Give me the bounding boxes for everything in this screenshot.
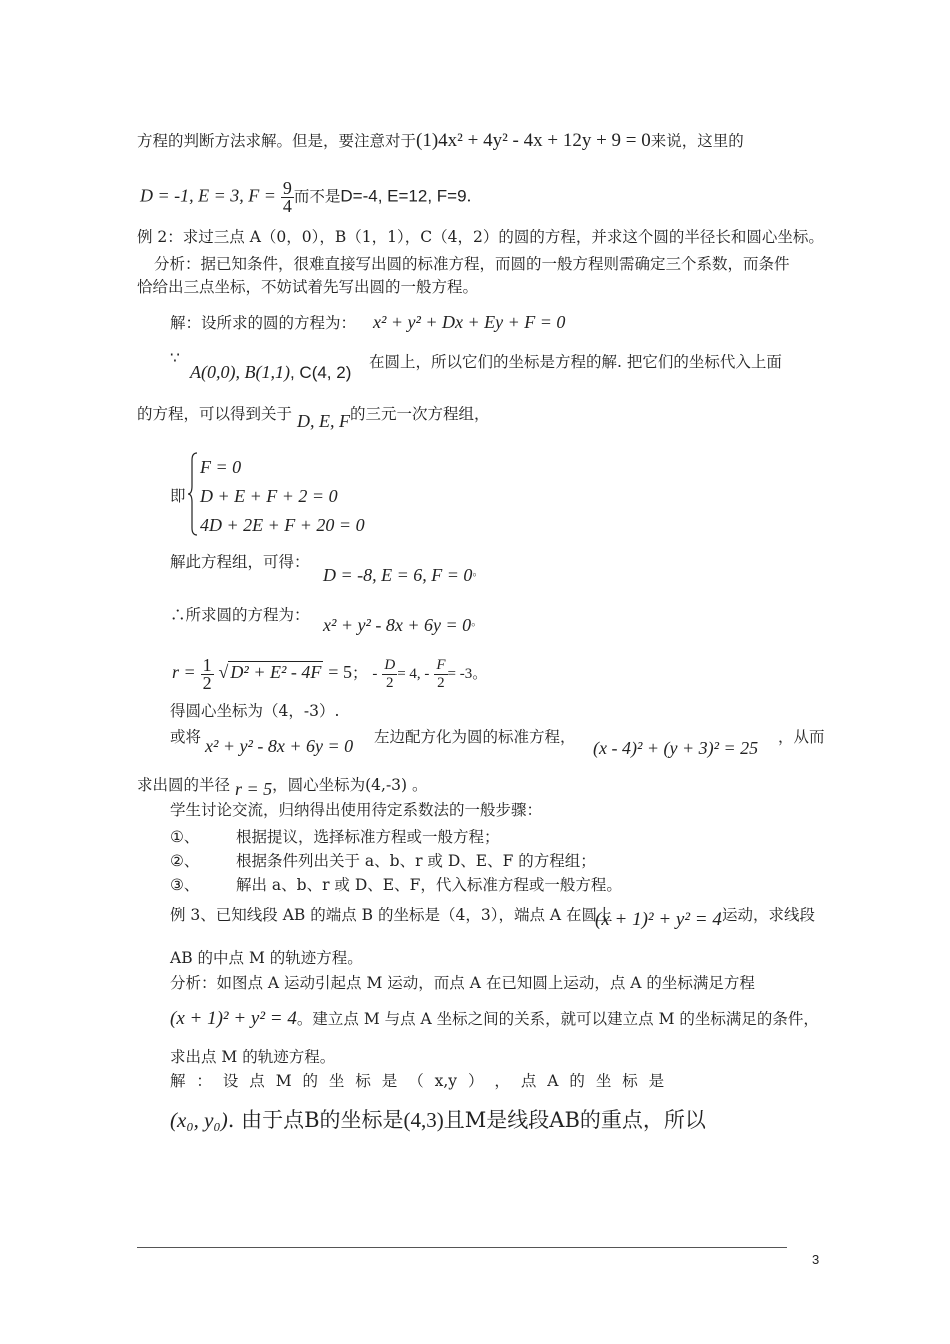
footer-divider <box>137 1247 787 1248</box>
circle-line: x² + y² - 8x + 6y = 0。 <box>323 615 483 636</box>
example3-analysis-3: 求出点 M 的轨迹方程。 <box>170 1048 336 1066</box>
step-item: ①、 根据提议，选择标准方程或一般方程； <box>170 828 500 846</box>
radius-line <box>137 774 428 799</box>
fraction-half: $\frac{1}{2}$ <box>202 654 212 693</box>
page-number: 3 <box>812 1252 820 1267</box>
solve-label: 解：设所求的圆的方程为： <box>170 314 357 332</box>
example3-title-equation: (x + 1)² + y² = 4 <box>595 909 722 930</box>
line2-equation-b: D=-4, E=12, F=9 <box>340 186 467 206</box>
system-vars: D, E, F <box>296 411 350 431</box>
points-line <box>190 362 351 383</box>
step-item: ③、 解出 a、b、r 或 D、E、F，代入标准方程或一般方程。 <box>170 876 622 894</box>
solve-2-c: 且M是线段AB的重点，所以 <box>443 1108 706 1132</box>
system-intro: 的方程，可以得到关于 <box>137 405 293 423</box>
line1-tail: 来说，这里的 <box>650 132 744 150</box>
example3-analysis-equation: (x + 1)² + y² = 4 <box>170 1008 297 1029</box>
system-eq-3: 4D + 2E + F + 20 = 0 <box>200 515 365 535</box>
step-item: ②、 根据条件列出关于 a、b、r 或 D、E、F 的方程组； <box>170 852 596 870</box>
center-coordinates: 得圆心坐标为（4，-3）. <box>170 702 340 720</box>
radius-label: 求出圆的半径 <box>137 776 231 794</box>
circle-equation: x² + y² - 8x + 6y = 0 <box>323 615 472 636</box>
example2-solve-line <box>170 312 565 333</box>
example3-title: 例 3、已知线段 AB 的端点 B 的坐标是（4，3），端点 A 在圆上 <box>170 906 613 924</box>
points-ab: A(0,0), B(1,1) <box>190 362 290 382</box>
fraction-9-4: $\frac{9}{4}$ <box>282 178 292 216</box>
example2-analysis-1: 分析：据已知条件，很难直接写出圆的标准方程，而圆的一般方程则需确定三个系数，而条件 <box>154 255 790 273</box>
radius-formula-line: r = $\frac{1}{2}$ √ D² + E² - 4F = 5； - $\frac{D}{2}$ = 4, - $\frac{F}{2}$ = -3。 <box>172 652 487 696</box>
line1-text: 方程的判断方法求解。但是，要注意对于 <box>137 132 417 150</box>
system-intro-line <box>137 403 490 431</box>
text-line-1 <box>137 131 744 151</box>
alt-tail: ，从而 <box>778 728 825 746</box>
example3-title-2: AB 的中点 M 的轨迹方程。 <box>170 949 363 967</box>
r-value: = 5 <box>328 662 352 682</box>
example3-solve-1: 解 ： 设 点 M 的 坐 标 是 （ x,y ） ， 点 A 的 坐 标 是 <box>170 1072 665 1090</box>
solve-2-a: . 由于点B的坐标是 <box>227 1108 404 1132</box>
alt-equation: x² + y² - 8x + 6y = 0 <box>205 736 354 756</box>
left-brace-icon <box>188 452 198 536</box>
example3-analysis-line-2 <box>170 1009 819 1029</box>
general-equation: x² + y² + Dx + Ey + F = 0 <box>372 312 566 332</box>
center-y: = -3。 <box>447 666 488 682</box>
points-tail: 在圆上，所以它们的坐标是方程的解. 把它们的坐标代入上面 <box>369 353 782 371</box>
alt-label: 或将 <box>170 728 202 746</box>
system-eq-1: F = 0 <box>200 457 242 477</box>
example3-analysis-2: 。建立点 M 与点 A 坐标之间的关系，就可以建立点 M 的坐标满足的条件， <box>296 1010 819 1028</box>
example3-analysis-1: 分析：如图点 A 运动引起点 M 运动，而点 A 在已知圆上运动，点 A 的坐标满足方程 <box>170 974 755 992</box>
line2-equation-a: D = -1, E = 3, F = <box>140 185 276 206</box>
example2-analysis-2: 恰给出三点坐标，不妨试着先写出圆的一般方程。 <box>137 278 479 296</box>
line1-equation: (1)4x² + 4y² - 4x + 12y + 9 = 0 <box>416 130 651 151</box>
standard-equation: (x - 4)² + (y + 3)² = 25 <box>593 738 759 758</box>
fraction-f-2: $\frac{F}{2}$ <box>436 656 446 691</box>
system-tail: 的三元一次方程组， <box>349 405 490 423</box>
center-x: = 4, - <box>397 666 430 682</box>
radius-tail: ，圆心坐标为(4,-3) 。 <box>272 776 428 794</box>
sqrt-expression: √ D² + E² - 4F <box>218 662 322 682</box>
example3-title-tail: 运动，求线段 <box>722 906 816 924</box>
solved-label: 解此方程组，可得： <box>170 553 310 571</box>
alt-mid: 左边配方化为圆的标准方程， <box>374 728 576 746</box>
point-c: , C(4, 2) <box>289 363 352 382</box>
r-separator: ； <box>351 664 368 682</box>
solved-equation: D = -8, E = 6, F = 0 <box>323 565 473 586</box>
line2-end: . <box>466 187 472 206</box>
system-eq-2: D + E + F + 2 = 0 <box>200 486 338 506</box>
example2-title: 例 2：求过三点 A（0，0），B（1，1），C（4，2）的圆的方程，并求这个圆的半径长和圆心坐标。 <box>137 228 824 246</box>
because-symbol: ∵ <box>170 349 180 367</box>
steps-intro: 学生讨论交流，归纳得出使用待定系数法的一般步骤： <box>170 801 543 819</box>
ji-label: 即 <box>170 487 186 505</box>
fraction-d-2: $\frac{D}{2}$ <box>384 656 396 691</box>
therefore-label: ∴所求圆的方程为： <box>170 606 310 624</box>
solved-line: D = -8, E = 6, F = 0。 <box>323 565 484 586</box>
radius-value: r = 5 <box>234 779 273 799</box>
line2-mid: 而不是 <box>293 187 341 206</box>
r-equals: r = <box>172 662 196 682</box>
text-line-2 <box>140 180 471 215</box>
example3-solve-2 <box>170 1106 706 1134</box>
x0-y0: (x₀, y₀) <box>170 1108 228 1132</box>
point-b-coords: (4,3) <box>403 1108 444 1132</box>
